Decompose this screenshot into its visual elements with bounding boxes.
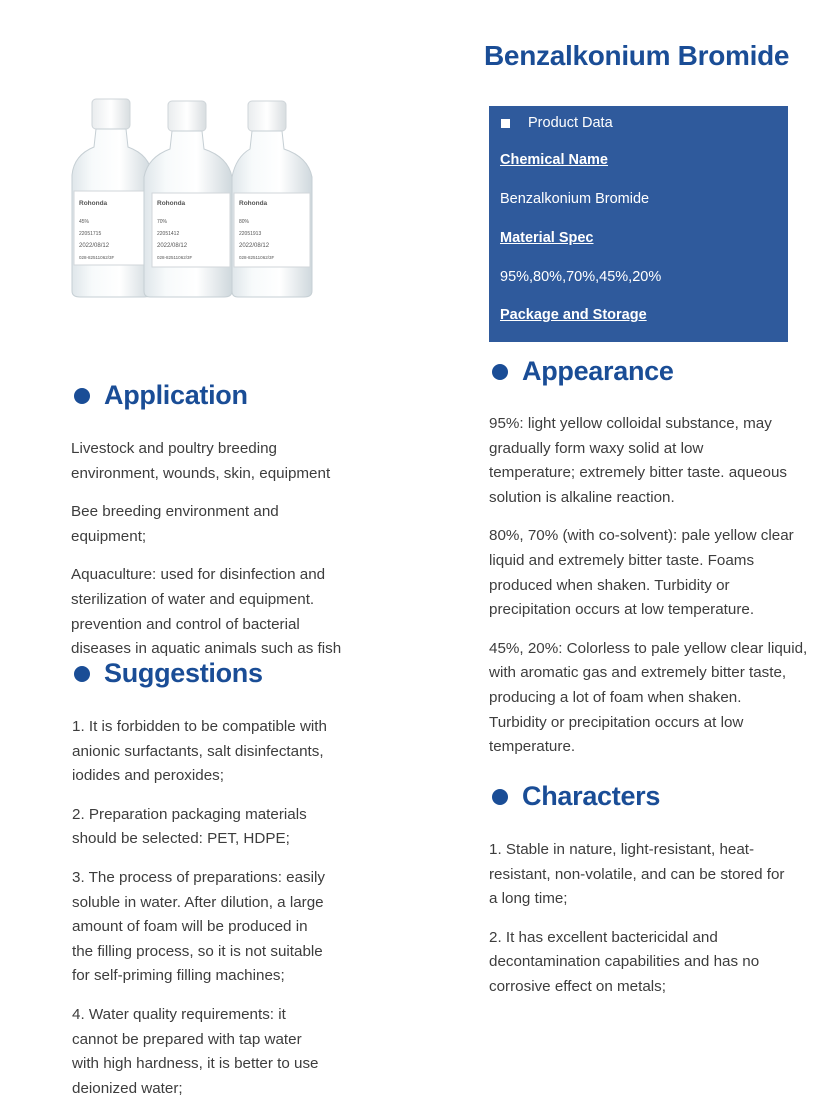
- bottle-phone: 028-82511062/3F: [79, 255, 115, 260]
- text-line: for self-priming filling machines;: [72, 967, 285, 985]
- text-line: Bee breeding environment and: [71, 503, 279, 521]
- text-line: 45%, 20%: Colorless to pale yellow clear liquid,: [489, 639, 808, 657]
- appearance-paragraph: [489, 412, 819, 510]
- text-line: liquid and extremely bitter taste. Foams: [489, 551, 755, 569]
- suggestion-paragraph: [72, 1003, 362, 1101]
- suggestions-heading-text: Suggestions: [104, 658, 263, 688]
- bottle-1: [72, 99, 152, 297]
- package-storage-link[interactable]: Package and Storage: [500, 307, 647, 323]
- text-line: anionic surfactants, salt disinfectants,: [72, 742, 324, 760]
- text-line: producing a lot of foam when shaken.: [489, 688, 742, 706]
- bottle-batch: 22051913: [239, 231, 262, 237]
- suggestion-paragraph: [72, 715, 362, 789]
- text-line: Aquaculture: used for disinfection and: [71, 566, 326, 584]
- text-line: the filling process, so it is not suitable: [72, 942, 323, 960]
- text-line: Turbidity or precipitation occurs at low: [489, 713, 744, 731]
- bottle-batch: 22051412: [157, 231, 180, 237]
- bullet-dot-icon: [492, 364, 508, 380]
- text-line: iodides and peroxides;: [72, 767, 224, 785]
- text-line: decontamination capabilities and has no: [489, 953, 760, 971]
- text-line: with high hardness, it is better to use: [72, 1055, 319, 1073]
- text-line: 2. It has excellent bactericidal and: [489, 928, 718, 946]
- appearance-paragraph: [489, 637, 819, 760]
- bottle-phone: 028-82511062/3F: [239, 255, 275, 260]
- bottle-date: 2022/08/12: [79, 243, 110, 249]
- text-line: soluble in water. After dilution, a large: [72, 893, 324, 911]
- text-line: resistant, non-volatile, and can be stored for: [489, 865, 785, 883]
- characters-paragraph: [489, 926, 819, 1000]
- suggestion-paragraph: [72, 803, 362, 852]
- bottle-spec: 45%: [79, 219, 90, 225]
- appearance-paragraph: [489, 524, 819, 622]
- appearance-heading: [492, 356, 674, 387]
- text-line: temperature.: [489, 738, 576, 756]
- bottle-3: [232, 101, 312, 297]
- text-line: 4. Water quality requirements: it: [72, 1005, 286, 1023]
- bullet-dot-icon: [74, 666, 90, 682]
- characters-heading-text: Characters: [522, 781, 661, 811]
- text-line: equipment;: [71, 527, 147, 545]
- text-line: with aromatic gas and extremely bitter taste,: [489, 664, 787, 682]
- text-line: diseases in aquatic animals such as fish: [71, 640, 342, 658]
- bottle-batch: 22051715: [79, 231, 102, 237]
- text-line: 1. Stable in nature, light-resistant, heat-: [489, 841, 755, 858]
- text-line: sterilization of water and equipment.: [71, 590, 315, 608]
- text-line: solution is alkaline reaction.: [489, 488, 675, 506]
- chemical-name-value: Benzalkonium Bromide: [500, 191, 650, 207]
- application-heading-text: Application: [104, 380, 248, 410]
- text-line: 80%, 70% (with co-solvent): pale yellow clear: [489, 527, 794, 545]
- characters-paragraph: [489, 838, 819, 912]
- product-data-header: [501, 115, 613, 131]
- bottle-brand: Rohonda: [79, 200, 108, 207]
- appearance-heading-text: Appearance: [522, 356, 674, 386]
- bullet-dot-icon: [74, 388, 90, 404]
- application-paragraph: [71, 500, 351, 549]
- text-line: 2. Preparation packaging materials: [72, 805, 307, 823]
- text-line: a long time;: [489, 890, 568, 908]
- suggestion-paragraph: [72, 866, 362, 989]
- text-line: Livestock and poultry breeding: [71, 440, 278, 457]
- bottle-spec: 80%: [239, 219, 250, 225]
- characters-heading: [492, 781, 660, 812]
- bottle-2: [144, 101, 232, 297]
- text-line: 95%: light yellow colloidal substance, may: [489, 415, 772, 432]
- bottle-brand: Rohonda: [239, 200, 268, 207]
- text-line: prevention and control of bacterial: [71, 615, 300, 633]
- text-line: should be selected: PET, HDPE;: [72, 830, 290, 848]
- text-line: precipitation occurs at low temperature.: [489, 601, 755, 619]
- product-bottles-image: [72, 95, 316, 300]
- bottle-date: 2022/08/12: [239, 243, 270, 249]
- text-line: deionized water;: [72, 1079, 183, 1097]
- material-spec-link[interactable]: Material Spec: [500, 230, 594, 246]
- text-line: corrosive effect on metals;: [489, 977, 666, 995]
- text-line: environment, wounds, skin, equipment: [71, 464, 331, 482]
- chemical-name-link[interactable]: Chemical Name: [500, 152, 608, 168]
- product-data-title: Product Data: [528, 115, 613, 131]
- bottle-spec: 70%: [157, 219, 168, 225]
- suggestions-heading: [74, 658, 263, 689]
- square-bullet-icon: [501, 119, 510, 128]
- text-line: 1. It is forbidden to be compatible with: [72, 718, 327, 735]
- bottle-date: 2022/08/12: [157, 243, 188, 249]
- text-line: amount of foam will be produced in: [72, 918, 308, 936]
- text-line: 3. The process of preparations: easily: [72, 868, 325, 886]
- product-data-box: [489, 106, 788, 342]
- application-section: [71, 437, 351, 658]
- text-line: temperature; extremely bitter taste. aqueous: [489, 464, 787, 482]
- appearance-section: [489, 412, 819, 760]
- application-paragraph: [71, 563, 351, 661]
- application-heading: [74, 380, 248, 411]
- application-paragraph: [71, 437, 351, 486]
- text-line: produced when shaken. Turbidity or: [489, 576, 730, 594]
- suggestions-section: [72, 715, 362, 1101]
- text-line: gradually form waxy solid at low: [489, 439, 704, 457]
- page-title: Benzalkonium Bromide: [484, 40, 790, 71]
- bottle-phone: 028-82511062/3F: [157, 255, 193, 260]
- characters-section: [489, 838, 819, 1000]
- text-line: cannot be prepared with tap water: [72, 1030, 302, 1048]
- bottle-brand: Rohonda: [157, 200, 186, 207]
- material-spec-value: 95%,80%,70%,45%,20%: [500, 269, 662, 285]
- bullet-dot-icon: [492, 789, 508, 805]
